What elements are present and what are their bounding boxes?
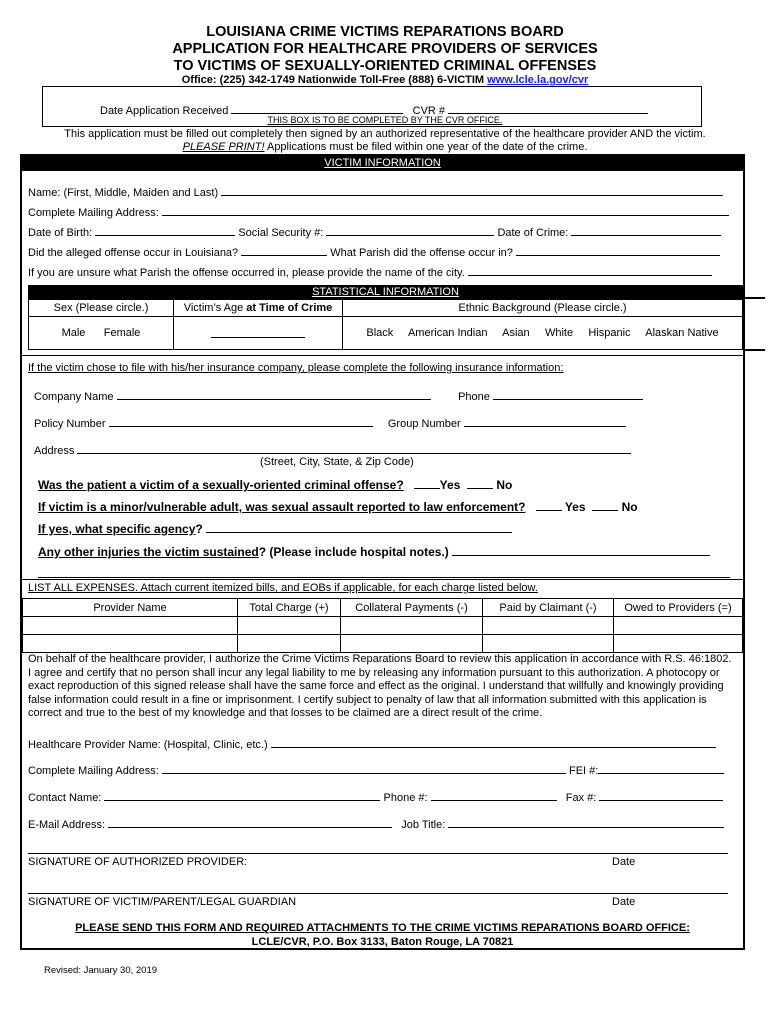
provider-signature-date-label: Date bbox=[612, 856, 636, 868]
expense-cell[interactable] bbox=[614, 635, 743, 653]
title-line-1: LOUISIANA CRIME VICTIMS REPARATIONS BOARD bbox=[206, 24, 564, 40]
question-1 bbox=[38, 477, 512, 492]
victim-signature-date-label: Date bbox=[612, 896, 636, 908]
contact-field[interactable] bbox=[104, 789, 380, 801]
stats-section-heading: STATISTICAL INFORMATION bbox=[28, 285, 743, 300]
stats-divider bbox=[22, 355, 743, 356]
col-paid-claimant: Paid by Claimant (-) bbox=[483, 599, 614, 617]
louisiana-field[interactable] bbox=[241, 244, 327, 256]
stats-line-tail-1 bbox=[743, 297, 765, 299]
victim-signature-line[interactable] bbox=[28, 893, 728, 894]
dob-field[interactable] bbox=[95, 224, 235, 236]
fax-field[interactable] bbox=[599, 789, 723, 801]
ethnic-black[interactable]: Black bbox=[366, 327, 394, 339]
age-header: Victim’s Age at Time of Crime bbox=[174, 300, 343, 317]
question-3 bbox=[38, 521, 512, 536]
company-row bbox=[34, 388, 643, 403]
insurance-intro: If the victim chose to file with his/her insurance company, please complete the following insurance information: bbox=[28, 362, 564, 374]
ethnic-header: Ethnic Background (Please circle.) bbox=[343, 300, 743, 317]
sex-female-option[interactable]: Female bbox=[103, 327, 141, 339]
col-total-charge: Total Charge (+) bbox=[238, 599, 341, 617]
victim-section-heading: VICTIM INFORMATION bbox=[22, 156, 743, 171]
provider-name-label: Healthcare Provider Name: (Hospital, Clinic, etc.) bbox=[28, 739, 268, 751]
question-2 bbox=[38, 499, 638, 514]
col-provider-name: Provider Name bbox=[23, 599, 238, 617]
expense-cell[interactable] bbox=[614, 617, 743, 635]
ethnic-options bbox=[343, 317, 743, 350]
send-instructions: PLEASE SEND THIS FORM AND REQUIRED ATTACHMENTS TO THE CRIME VICTIMS REPARATIONS BOARD OFFICE: bbox=[75, 922, 690, 934]
victim-address-label: Complete Mailing Address: bbox=[28, 207, 159, 219]
please-print: PLEASE PRINT! bbox=[182, 141, 265, 153]
victim-signature-label: SIGNATURE OF VICTIM/PARENT/LEGAL GUARDIAN bbox=[28, 896, 297, 908]
fei-field[interactable] bbox=[598, 762, 724, 774]
parish-field[interactable] bbox=[516, 244, 720, 256]
email-label: E-Mail Address: bbox=[28, 819, 106, 831]
expense-cell[interactable] bbox=[483, 617, 614, 635]
expense-row bbox=[23, 617, 743, 635]
parish-label: What Parish did the offense occur in? bbox=[330, 247, 513, 259]
ssn-label: Social Security #: bbox=[238, 227, 324, 239]
date-of-crime-label: Date of Crime: bbox=[497, 227, 569, 239]
company-label: Company Name bbox=[34, 391, 114, 403]
insurance-phone-field[interactable] bbox=[493, 388, 643, 400]
provider-phone-field[interactable] bbox=[431, 789, 557, 801]
victim-address-field[interactable] bbox=[162, 204, 729, 216]
policy-field[interactable] bbox=[109, 415, 373, 427]
authorization-text: On behalf of the healthcare provider, I authorize the Crime Victims Reparations Board to review this application in accordance with R.S. 46:1802. I agree and certify that no person shall incur any legal liability to me by releasing any information pursuant to this authorization. A photocopy or exact reproduction of this signed release shall have the same force and effect as the original. I understand that willfully and knowingly providing false information could result in a fine or imprisonment. I certify subject to penalty of law that all information submitted with this application is correct and true to the best of my knowledge and that losses to be claimed are a direct result of the crime. bbox=[28, 653, 732, 719]
date-received-field[interactable] bbox=[231, 102, 403, 114]
question-4 bbox=[38, 544, 710, 559]
q1-no-field[interactable] bbox=[467, 477, 493, 489]
office-phone: Office: (225) 342-1749 Nationwide Toll-Free (888) 6-VICTIM bbox=[181, 74, 485, 86]
group-field[interactable] bbox=[464, 415, 626, 427]
q2-yes-label: Yes bbox=[564, 500, 586, 514]
address-hint: (Street, City, State, & Zip Code) bbox=[260, 456, 414, 468]
stats-line-tail-2 bbox=[743, 349, 765, 351]
mailing-address: LCLE/CVR, P.O. Box 3133, Baton Rouge, LA 70821 bbox=[251, 936, 514, 948]
q2-label: If victim is a minor/vulnerable adult, was sexual assault reported to law enforcement? bbox=[38, 500, 526, 514]
job-title-field[interactable] bbox=[448, 816, 724, 828]
group-label: Group Number bbox=[387, 418, 461, 430]
insurance-address-field[interactable] bbox=[77, 442, 631, 454]
q3-field[interactable] bbox=[206, 521, 512, 533]
instructions-line-2 bbox=[0, 141, 770, 153]
ethnic-white[interactable]: White bbox=[544, 327, 574, 339]
date-received-label: Date Application Received bbox=[100, 105, 229, 117]
title-line-3: TO VICTIMS OF SEXUALLY-ORIENTED CRIMINAL OFFENSES bbox=[173, 58, 597, 74]
q3-label: If yes, what specific agency bbox=[38, 522, 196, 536]
q2-no-label: No bbox=[621, 500, 638, 514]
insurance-address-row bbox=[34, 442, 631, 457]
q4-field-line-2[interactable] bbox=[38, 577, 730, 578]
victim-name-label: Name: (First, Middle, Maiden and Last) bbox=[28, 187, 219, 199]
city-field[interactable] bbox=[468, 264, 712, 276]
expense-cell[interactable] bbox=[23, 617, 238, 635]
sex-header: Sex (Please circle.) bbox=[29, 300, 174, 317]
provider-address-label: Complete Mailing Address: bbox=[28, 765, 159, 777]
q4-field[interactable] bbox=[452, 544, 710, 556]
fax-label: Fax #: bbox=[565, 792, 597, 804]
q1-yes-field[interactable] bbox=[414, 477, 440, 489]
expense-cell[interactable] bbox=[341, 635, 483, 653]
provider-address-row bbox=[28, 762, 724, 777]
date-of-crime-field[interactable] bbox=[571, 224, 721, 236]
file-deadline: Applications must be filed within one year of the date of the crime. bbox=[264, 141, 588, 153]
stats-table bbox=[28, 299, 743, 350]
expenses-intro: LIST ALL EXPENSES. Attach current itemized bills, and EOBs if applicable, for each charge listed below. bbox=[28, 582, 538, 594]
louisiana-row bbox=[28, 244, 720, 259]
age-field[interactable] bbox=[211, 326, 305, 338]
q4-end: ? (Please include hospital notes.) bbox=[258, 545, 449, 559]
expense-cell[interactable] bbox=[341, 617, 483, 635]
provider-signature-line[interactable] bbox=[28, 853, 728, 854]
expense-cell[interactable] bbox=[238, 617, 341, 635]
victim-address-row bbox=[28, 204, 729, 219]
cvr-field[interactable] bbox=[448, 102, 648, 114]
louisiana-label: Did the alleged offense occur in Louisiana? bbox=[28, 247, 239, 259]
cvr-label: CVR # bbox=[412, 105, 446, 117]
expenses-table bbox=[22, 598, 743, 653]
victim-name-row bbox=[28, 184, 723, 199]
insurance-phone-label: Phone bbox=[458, 391, 490, 403]
policy-label: Policy Number bbox=[34, 418, 106, 430]
contact-row bbox=[28, 789, 723, 804]
expense-row bbox=[23, 635, 743, 653]
provider-address-field[interactable] bbox=[162, 762, 566, 774]
col-collateral: Collateral Payments (-) bbox=[341, 599, 483, 617]
instructions-line-1: This application must be filled out completely then signed by an authorized representative of the healthcare provider AND the victim. bbox=[64, 128, 706, 140]
expense-cell[interactable] bbox=[483, 635, 614, 653]
ssn-field[interactable] bbox=[326, 224, 494, 236]
office-line bbox=[0, 74, 770, 86]
sex-options bbox=[29, 317, 174, 350]
q3-end: ? bbox=[195, 522, 203, 536]
insurance-address-label: Address bbox=[34, 445, 75, 457]
fei-label: FEI #: bbox=[568, 765, 599, 777]
col-owed-providers: Owed to Providers (=) bbox=[614, 599, 743, 617]
q2-yes-field[interactable] bbox=[536, 499, 562, 511]
job-title-label: Job Title: bbox=[401, 819, 446, 831]
q1-yes-label: Yes bbox=[439, 478, 461, 492]
age-cell bbox=[174, 317, 343, 350]
revised-date: Revised: January 30, 2019 bbox=[44, 965, 158, 976]
sex-male-option[interactable]: Male bbox=[61, 327, 86, 339]
q2-no-field[interactable] bbox=[592, 499, 618, 511]
city-label: If you are unsure what Parish the offense occurred in, please provide the name of the city. bbox=[28, 267, 465, 279]
company-field[interactable] bbox=[117, 388, 431, 400]
contact-label: Contact Name: bbox=[28, 792, 102, 804]
email-field[interactable] bbox=[108, 816, 392, 828]
expense-cell[interactable] bbox=[23, 635, 238, 653]
ethnic-hispanic[interactable]: Hispanic bbox=[588, 327, 631, 339]
expense-cell[interactable] bbox=[238, 635, 341, 653]
provider-phone-label: Phone #: bbox=[383, 792, 428, 804]
dob-label: Date of Birth: bbox=[28, 227, 93, 239]
email-row bbox=[28, 816, 724, 831]
policy-row bbox=[34, 415, 626, 430]
title-line-2: APPLICATION FOR HEALTHCARE PROVIDERS OF SERVICES bbox=[172, 41, 598, 57]
q1-no-label: No bbox=[496, 478, 513, 492]
ethnic-asian[interactable]: Asian bbox=[502, 327, 530, 339]
victim-name-field[interactable] bbox=[221, 184, 723, 196]
ethnic-alaskan-native[interactable]: Alaskan Native bbox=[645, 327, 719, 339]
victim-dob-row bbox=[28, 224, 721, 239]
city-row bbox=[28, 264, 712, 279]
ethnic-american-indian[interactable]: American Indian bbox=[407, 327, 488, 339]
office-box-note: THIS BOX IS TO BE COMPLETED BY THE CVR OFFICE. bbox=[267, 115, 503, 125]
q1-label: Was the patient a victim of a sexually-oriented criminal offense? bbox=[38, 478, 404, 492]
expenses-divider bbox=[22, 579, 743, 580]
website-link[interactable]: www.lcle.la.gov/cvr bbox=[487, 74, 589, 86]
provider-name-field[interactable] bbox=[271, 736, 716, 748]
provider-name-row bbox=[28, 736, 716, 751]
provider-signature-label: SIGNATURE OF AUTHORIZED PROVIDER: bbox=[28, 856, 248, 868]
q4-label: Any other injuries the victim sustained bbox=[38, 545, 259, 559]
